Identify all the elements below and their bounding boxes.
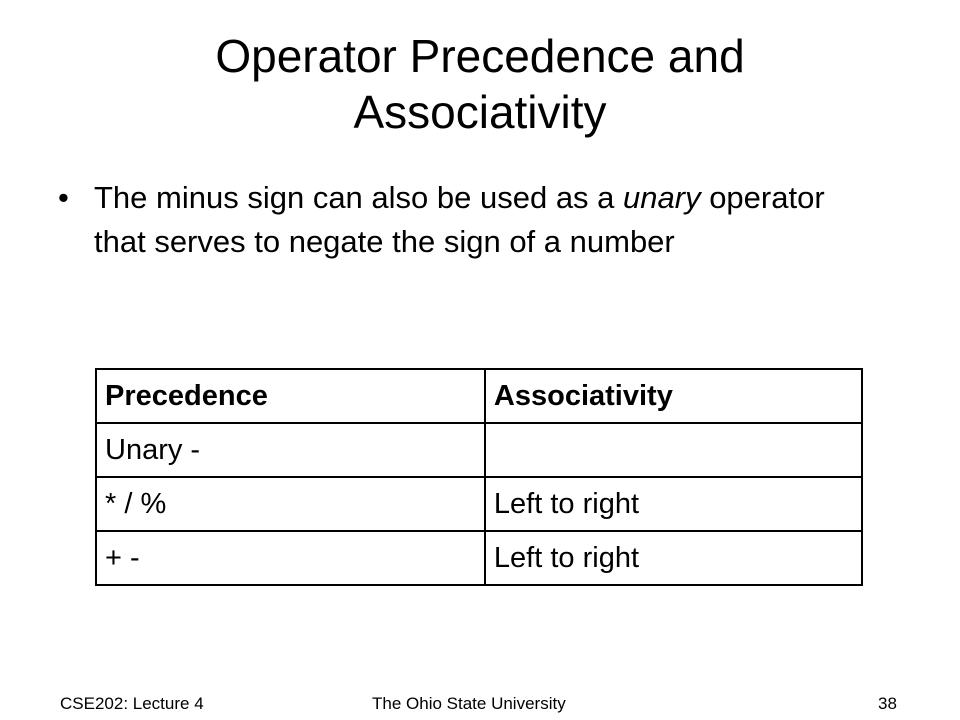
bullet-marker: • [58, 180, 69, 215]
table-cell-precedence: * / % [96, 477, 485, 531]
footer-page-number: 38 [878, 694, 897, 713]
slide-title-line-2: Associativity [353, 86, 607, 138]
bullet-text-emphasis: unary [623, 180, 701, 215]
table-cell-associativity: Left to right [485, 531, 862, 585]
precedence-table [95, 368, 863, 586]
table-row [96, 531, 862, 585]
table-header-row [96, 369, 862, 423]
bullet-text [94, 176, 878, 264]
bullet-text-before: The minus sign can also be used as a [94, 180, 624, 215]
table-row [96, 477, 862, 531]
table-row [96, 423, 862, 477]
table-cell-precedence: Unary - [96, 423, 485, 477]
footer-course: CSE202: Lecture 4 [60, 694, 204, 713]
footer-university: The Ohio State University [372, 694, 566, 713]
table-cell-associativity: Left to right [485, 477, 862, 531]
table-cell-precedence: + - [96, 531, 485, 585]
table-cell-associativity [485, 423, 862, 477]
table-header-associativity: Associativity [485, 369, 862, 423]
table-header-precedence: Precedence [96, 369, 485, 423]
bullet-point [58, 176, 878, 264]
slide-title-line-1: Operator Precedence and [215, 30, 745, 82]
bullet-text-after: operator that serves to negate the sign of a number [94, 180, 825, 259]
slide-title [0, 28, 960, 140]
